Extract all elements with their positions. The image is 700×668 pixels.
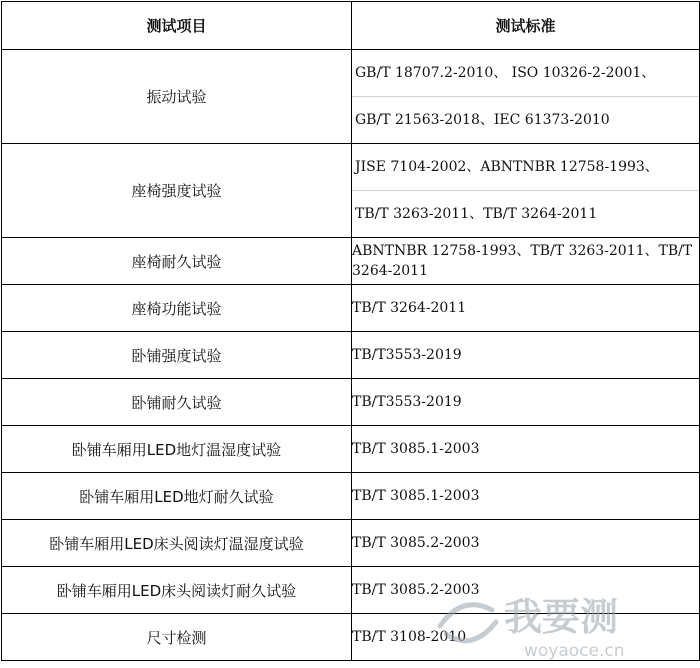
table-row (2, 332, 700, 379)
standard-cell: TB/T 3085.2-2003 (352, 567, 700, 614)
header-test-standard: 测试标准 (352, 2, 700, 50)
test-item-cell: 座椅功能试验 (2, 285, 352, 332)
test-item-cell: 卧铺车厢用LED床头阅读灯温湿度试验 (2, 520, 352, 567)
table-row (2, 426, 700, 473)
test-item-cell: 卧铺车厢用LED地灯温湿度试验 (2, 426, 352, 473)
standard-cell: TB/T3553-2019 (352, 379, 700, 426)
watermark-brand-text: 我要测 (504, 595, 619, 639)
standard-line: GB/T 18707.2-2010、 ISO 10326-2-2001、 (355, 65, 656, 81)
table-row (2, 614, 700, 661)
standard-cell: TB/T 3108-2010 (352, 614, 700, 661)
test-item-cell: 卧铺强度试验 (2, 332, 352, 379)
standard-line: GB/T 21563-2018、IEC 61373-2010 (352, 96, 699, 143)
table-row (2, 285, 700, 332)
test-item-cell: 座椅强度试验 (2, 144, 352, 238)
test-item-cell: 座椅耐久试验 (2, 238, 352, 285)
table-row (2, 50, 700, 144)
standard-cell (352, 144, 700, 238)
table-row (2, 144, 700, 238)
standard-cell (352, 50, 700, 144)
test-item-cell: 卧铺车厢用LED床头阅读灯耐久试验 (2, 567, 352, 614)
watermark-domain-text: woyaoce.cn (524, 641, 625, 661)
table-row (2, 520, 700, 567)
standard-cell: TB/T 3264-2011 (352, 285, 700, 332)
table-row (2, 379, 700, 426)
test-item-cell: 振动试验 (2, 50, 352, 144)
test-item-cell: 卧铺车厢用LED地灯耐久试验 (2, 473, 352, 520)
table-header-row (2, 2, 700, 50)
standard-cell: ABNTNBR 12758-1993、TB/T 3263-2011、TB/T 3264-2011 (352, 238, 700, 285)
standard-cell: TB/T 3085.1-2003 (352, 473, 700, 520)
test-item-cell: 卧铺耐久试验 (2, 379, 352, 426)
table-row (2, 238, 700, 285)
test-standards-table (1, 1, 700, 661)
header-test-item: 测试项目 (2, 2, 352, 50)
standard-line: JISE 7104-2002、ABNTNBR 12758-1993、 (355, 159, 659, 175)
standard-line: TB/T 3263-2011、TB/T 3264-2011 (352, 190, 699, 237)
table-row (2, 567, 700, 614)
standard-cell: TB/T 3085.1-2003 (352, 426, 700, 473)
test-item-cell: 尺寸检测 (2, 614, 352, 661)
table-row (2, 473, 700, 520)
standard-cell: TB/T3553-2019 (352, 332, 700, 379)
standard-cell: TB/T 3085.2-2003 (352, 520, 700, 567)
